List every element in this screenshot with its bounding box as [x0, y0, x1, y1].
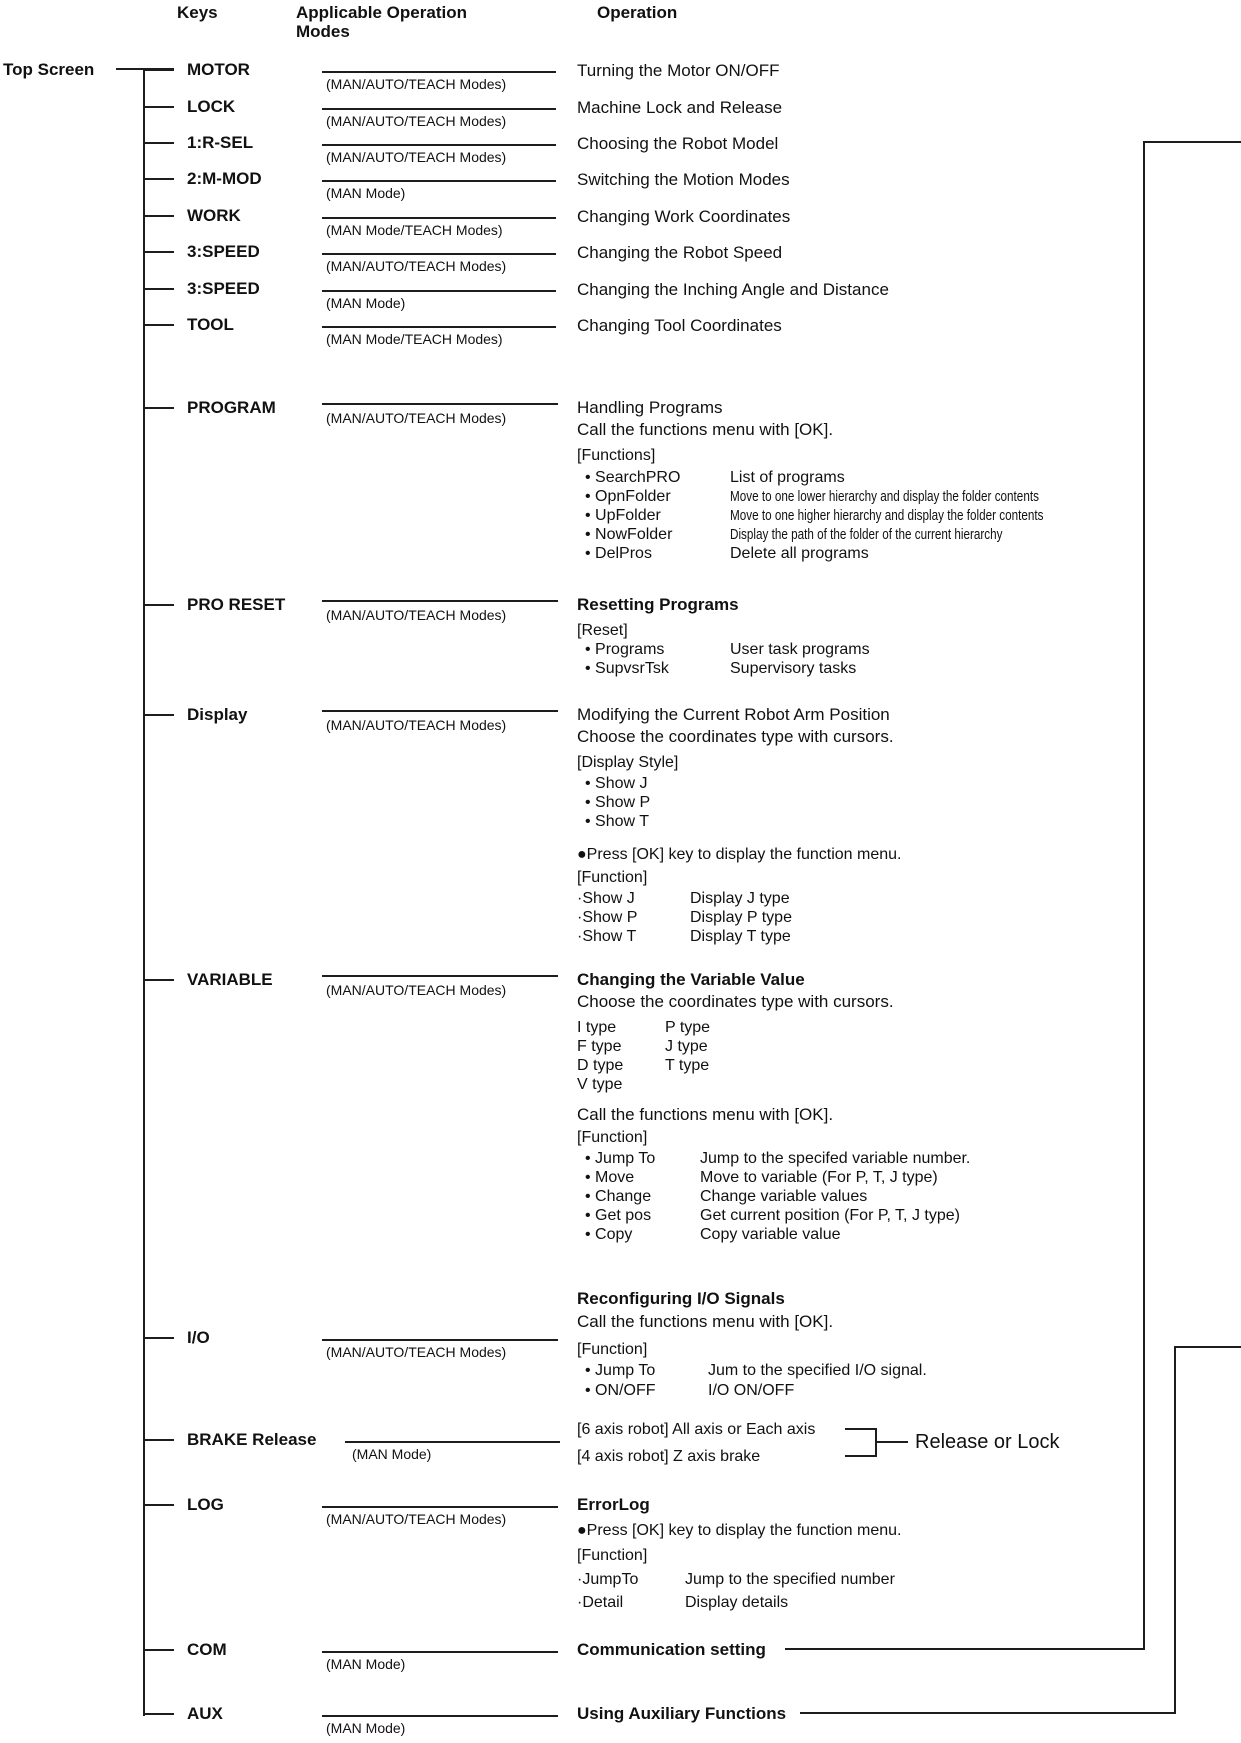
com-connector-line	[785, 1648, 1145, 1650]
continuation-bracket-b-top	[1175, 1346, 1241, 1348]
program-item-name: • OpnFolder	[585, 488, 671, 505]
display-style-label: [Display Style]	[577, 754, 679, 771]
tree-branch-line	[144, 1504, 174, 1506]
operation-rsel: Choosing the Robot Model	[577, 134, 779, 153]
tree-branch-line	[144, 288, 174, 290]
display-fn-item	[577, 927, 791, 947]
tree-branch-line	[144, 1713, 174, 1715]
log-fn-name: ·JumpTo	[577, 1571, 639, 1588]
brake-annotation: Release or Lock	[915, 1431, 1060, 1453]
io-fn-item	[585, 1361, 927, 1381]
display-fn-item	[577, 889, 790, 909]
io-call-text: Call the functions menu with [OK].	[577, 1312, 834, 1331]
key-label-tool: TOOL	[187, 315, 234, 334]
modes-label: (MAN Mode)	[326, 1720, 406, 1736]
column-header-modes-line2: Modes	[296, 22, 350, 41]
modes-underline	[322, 326, 556, 328]
tree-branch-line	[144, 178, 174, 180]
key-label-speed2: 3:SPEED	[187, 279, 260, 298]
program-item	[585, 506, 1132, 526]
io-fn-desc: Jum to the specified I/O signal.	[708, 1362, 927, 1379]
key-label-brake: BRAKE Release	[187, 1430, 317, 1449]
io-fn-item	[585, 1381, 794, 1401]
display-fn-desc: Display T type	[690, 928, 791, 945]
modes-label: (MAN/AUTO/TEACH Modes)	[326, 717, 507, 733]
variable-subtitle: Choose the coordinates type with cursors.	[577, 992, 894, 1011]
modes-underline	[322, 217, 556, 219]
proreset-item-desc: Supervisory tasks	[730, 660, 857, 677]
io-fn-desc: I/O ON/OFF	[708, 1382, 795, 1399]
tree-branch-line	[144, 604, 174, 606]
proreset-item-name: • Programs	[585, 641, 665, 658]
variable-function-label: [Function]	[577, 1129, 648, 1146]
variable-fn-name: • Change	[585, 1188, 652, 1205]
tree-branch-line	[144, 215, 174, 217]
proreset-item-name: • SupvsrTsk	[585, 660, 669, 677]
operation-com: Communication setting	[577, 1640, 766, 1659]
modes-label: (MAN Mode)	[326, 295, 406, 311]
display-fn-name: ·Show T	[577, 928, 637, 945]
variable-fn-item	[585, 1149, 970, 1169]
tree-branch-line	[144, 69, 174, 71]
key-label-program: PROGRAM	[187, 398, 276, 417]
tree-branch-line	[144, 142, 174, 144]
proreset-item	[585, 659, 856, 679]
variable-fn-item	[585, 1168, 938, 1188]
modes-label: (MAN Mode/TEACH Modes)	[326, 222, 503, 238]
variable-fn-item	[585, 1187, 867, 1207]
modes-underline	[322, 290, 556, 292]
modes-label: (MAN/AUTO/TEACH Modes)	[326, 149, 507, 165]
program-item-name: • DelPros	[585, 545, 652, 562]
modes-underline	[322, 253, 556, 255]
modes-underline	[322, 975, 558, 977]
proreset-title: Resetting Programs	[577, 595, 739, 614]
log-fn-name: ·Detail	[577, 1594, 624, 1611]
tree-trunk-line	[143, 68, 145, 1716]
modes-label: (MAN/AUTO/TEACH Modes)	[326, 982, 507, 998]
variable-type: V type	[577, 1076, 623, 1093]
io-title: Reconfiguring I/O Signals	[577, 1289, 785, 1308]
operation-speed2: Changing the Inching Angle and Distance	[577, 280, 889, 299]
key-label-motor: MOTOR	[187, 60, 250, 79]
log-fn-desc: Jump to the specified number	[685, 1571, 895, 1588]
proreset-reset-label: [Reset]	[577, 622, 628, 639]
io-function-label: [Function]	[577, 1341, 648, 1358]
brake-bracket-dash-top	[845, 1428, 877, 1430]
variable-type: F type J type	[577, 1038, 708, 1055]
key-label-com: COM	[187, 1640, 227, 1659]
modes-underline	[322, 180, 556, 182]
modes-label: (MAN Mode)	[326, 1656, 406, 1672]
display-fn-name: ·Show P	[577, 909, 638, 926]
brake-bracket-dash-bottom	[845, 1455, 877, 1457]
program-item-desc: List of programs	[730, 469, 845, 486]
operation-lock: Machine Lock and Release	[577, 98, 783, 117]
tree-branch-line	[144, 1337, 174, 1339]
variable-fn-name: • Jump To	[585, 1150, 656, 1167]
modes-underline	[322, 403, 558, 405]
display-fn-desc: Display P type	[690, 909, 792, 926]
modes-label: (MAN/AUTO/TEACH Modes)	[326, 1344, 507, 1360]
display-style-item: • Show P	[585, 794, 651, 811]
program-item	[585, 525, 1079, 545]
modes-underline	[345, 1441, 560, 1443]
tree-branch-line	[144, 106, 174, 108]
tree-branch-line	[144, 1439, 174, 1441]
column-header-operation: Operation	[597, 3, 678, 22]
program-item-name: • SearchPRO	[585, 469, 681, 486]
column-header-modes-line1: Applicable Operation	[296, 3, 467, 22]
log-fn-item	[577, 1593, 788, 1613]
display-subtitle: Choose the coordinates type with cursors.	[577, 727, 894, 746]
variable-fn-name: • Move	[585, 1169, 635, 1186]
tree-branch-line	[144, 1649, 174, 1651]
variable-fn-desc: Copy variable value	[700, 1226, 841, 1243]
operation-aux: Using Auxiliary Functions	[577, 1704, 787, 1723]
modes-label: (MAN/AUTO/TEACH Modes)	[326, 410, 507, 426]
variable-call-text: Call the functions menu with [OK].	[577, 1105, 834, 1124]
modes-underline	[322, 108, 556, 110]
display-fn-item	[577, 908, 792, 928]
key-label-lock: LOCK	[187, 97, 236, 116]
modes-label: (MAN Mode)	[352, 1446, 432, 1462]
operation-mmod: Switching the Motion Modes	[577, 170, 790, 189]
modes-label: (MAN Mode/TEACH Modes)	[326, 331, 503, 347]
modes-underline	[322, 600, 558, 602]
variable-fn-item	[585, 1206, 960, 1226]
program-item-desc: Move to one higher hierarchy and display the folder contents	[730, 507, 1044, 524]
io-fn-name: • Jump To	[585, 1362, 656, 1379]
program-item	[585, 544, 869, 564]
continuation-bracket-a-vertical	[1143, 141, 1145, 1650]
program-call-text: Call the functions menu with [OK].	[577, 420, 834, 439]
key-label-work: WORK	[187, 206, 241, 225]
key-label-variable: VARIABLE	[187, 970, 273, 989]
modes-underline	[322, 1339, 558, 1341]
variable-type: I type P type	[577, 1019, 711, 1036]
key-label-mmod: 2:M-MOD	[187, 169, 262, 188]
program-item-desc: Move to one lower hierarchy and display the folder contents	[730, 488, 1039, 505]
key-label-speed1: 3:SPEED	[187, 242, 260, 261]
key-label-aux: AUX	[187, 1704, 223, 1723]
modes-underline	[322, 71, 556, 73]
program-functions-label: [Functions]	[577, 447, 656, 464]
log-press-text: ●Press [OK] key to display the function menu.	[577, 1522, 902, 1539]
display-press-text: ●Press [OK] key to display the function menu.	[577, 846, 902, 863]
tree-branch-line	[144, 979, 174, 981]
variable-fn-desc: Move to variable (For P, T, J type)	[700, 1169, 938, 1186]
program-title: Handling Programs	[577, 398, 723, 417]
modes-underline	[322, 144, 556, 146]
brake-line2: [4 axis robot] Z axis brake	[577, 1448, 761, 1465]
log-fn-desc: Display details	[685, 1594, 789, 1611]
continuation-bracket-a-top	[1144, 141, 1241, 143]
tree-branch-line	[144, 714, 174, 716]
proreset-item	[585, 640, 870, 660]
program-item-desc: Delete all programs	[730, 545, 869, 562]
modes-label: (MAN/AUTO/TEACH Modes)	[326, 76, 507, 92]
operation-speed1: Changing the Robot Speed	[577, 243, 783, 262]
key-label-display: Display	[187, 705, 248, 724]
operation-motor: Turning the Motor ON/OFF	[577, 61, 780, 80]
brake-line1: [6 axis robot] All axis or Each axis	[577, 1421, 816, 1438]
program-item	[585, 487, 1126, 507]
modes-label: (MAN/AUTO/TEACH Modes)	[326, 1511, 507, 1527]
tree-root-label: Top Screen	[3, 60, 95, 79]
key-label-log: LOG	[187, 1495, 224, 1514]
modes-label: (MAN/AUTO/TEACH Modes)	[326, 258, 507, 274]
variable-fn-desc: Jump to the specifed variable number.	[700, 1150, 971, 1167]
variable-fn-name: • Copy	[585, 1226, 633, 1243]
column-header-keys: Keys	[177, 3, 218, 22]
variable-fn-name: • Get pos	[585, 1207, 652, 1224]
variable-fn-desc: Get current position (For P, T, J type)	[700, 1207, 960, 1224]
display-style-item: • Show J	[585, 775, 648, 792]
key-label-io: I/O	[187, 1328, 210, 1347]
brake-bracket-dash-middle	[877, 1441, 908, 1443]
program-item-desc: Display the path of the folder of the current hierarchy	[730, 526, 1003, 543]
modes-underline	[322, 1715, 558, 1717]
continuation-bracket-b-vertical	[1174, 1346, 1176, 1714]
key-label-proreset: PRO RESET	[187, 595, 286, 614]
log-title: ErrorLog	[577, 1495, 650, 1514]
display-fn-name: ·Show J	[577, 890, 635, 907]
variable-fn-item	[585, 1225, 841, 1245]
operation-work: Changing Work Coordinates	[577, 207, 791, 226]
display-function-label: [Function]	[577, 869, 648, 886]
log-fn-item	[577, 1570, 895, 1590]
log-function-label: [Function]	[577, 1547, 648, 1564]
modes-underline	[322, 710, 558, 712]
modes-underline	[322, 1651, 558, 1653]
program-item-name: • NowFolder	[585, 526, 673, 543]
operation-tool: Changing Tool Coordinates	[577, 316, 782, 335]
display-style-item: • Show T	[585, 813, 649, 830]
variable-title: Changing the Variable Value	[577, 970, 805, 989]
display-fn-desc: Display J type	[690, 890, 790, 907]
display-title: Modifying the Current Robot Arm Position	[577, 705, 890, 724]
proreset-item-desc: User task programs	[730, 641, 870, 658]
modes-underline	[322, 1506, 558, 1508]
modes-label: (MAN/AUTO/TEACH Modes)	[326, 607, 507, 623]
key-label-rsel: 1:R-SEL	[187, 133, 254, 152]
modes-label: (MAN Mode)	[326, 185, 406, 201]
io-fn-name: • ON/OFF	[585, 1382, 656, 1399]
variable-fn-desc: Change variable values	[700, 1188, 868, 1205]
aux-connector-line	[800, 1712, 1176, 1714]
modes-label: (MAN/AUTO/TEACH Modes)	[326, 113, 507, 129]
variable-type: D type T type	[577, 1057, 710, 1074]
program-item-name: • UpFolder	[585, 507, 661, 524]
program-item	[585, 468, 845, 488]
tree-branch-line	[144, 251, 174, 253]
tree-branch-line	[144, 324, 174, 326]
tree-branch-line	[144, 407, 174, 409]
